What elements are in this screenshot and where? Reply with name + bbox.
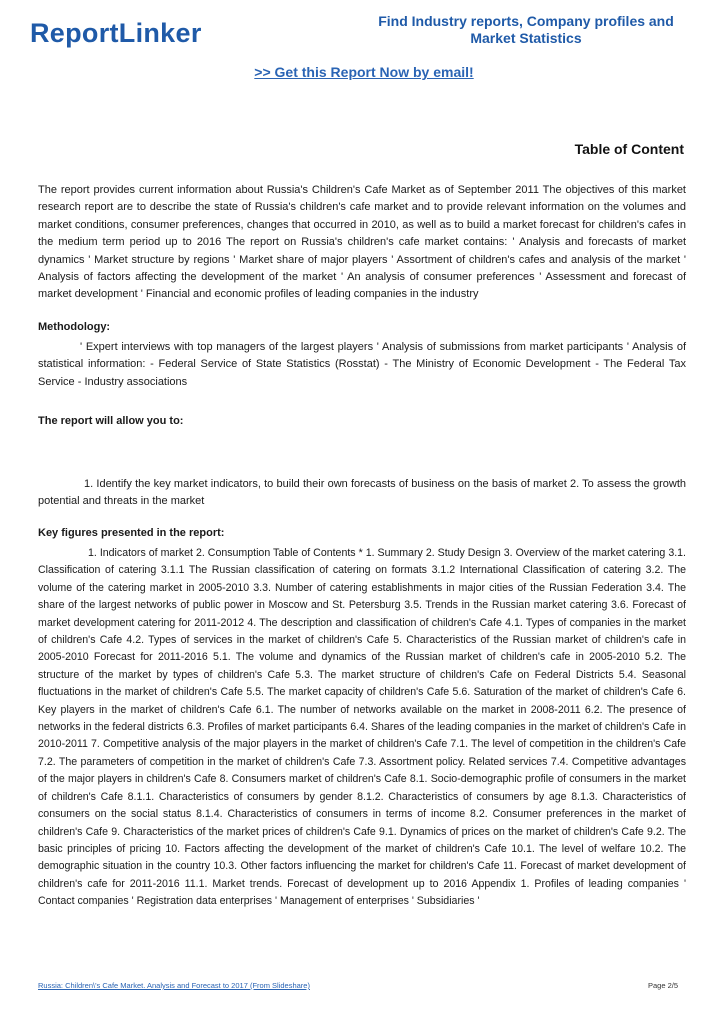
header-tagline: Find Industry reports, Company profiles and Market Statistics: [378, 13, 674, 46]
footer-source-link[interactable]: Russia: Children\'s Cafe Market. Analysis and Forecast to 2017 (From Slideshare): [38, 981, 310, 990]
page-number: Page 2/5: [647, 981, 678, 990]
methodology-text: ' Expert interviews with top managers of the largest players ' Analysis of submissions from market participants ' Analysis of statistical information: - Federal Service of State Statistics (Rosstat) - The Ministry of Economic Development - The Federal Tax Service - Industry associations: [38, 341, 686, 388]
intro-paragraph: The report provides current information about Russia's Children's Cafe Market as of September 2011 The objectives of this market research report are to describe the state of Russia's children's cafe market and to provide relevant information on the volumes and market conditions, consumer preferences, changes that occurred in 2010, as well as to build a market forecast for children's cafes in the medium term period up to 2016 The report on Russia's children's cafe market contains: ' Analysis and forecasts of market dynamics ' Market structure by regions ' Market share of major players ' Assortment of children's cafes and analysis of the market ' Analysis of factors affecting the development of the market ' An analysis of consumer preferences ' Assessment and forecast of market development ' Financial and economic profiles of leading companies in the industry: [38, 184, 686, 301]
methodology-heading: Methodology:: [38, 321, 111, 333]
key-figures-heading: Key figures presented in the report:: [38, 527, 225, 539]
allow-heading: The report will allow you to:: [38, 415, 184, 427]
get-report-link[interactable]: >> Get this Report Now by email!: [254, 64, 474, 80]
reportlinker-logo[interactable]: ReportLinker: [30, 18, 202, 48]
table-of-content-title: Table of Content: [574, 141, 684, 157]
allow-text: 1. Identify the key market indicators, to build their own forecasts of business on the basis of market 2. To assess the growth potential and threats in the market: [38, 478, 686, 508]
key-figures-text: 1. Indicators of market 2. Consumption Table of Contents * 1. Summary 2. Study Design 3. Overview of the market catering 3.1. Classification of catering 3.1.1 The Russian classification of catering on formats 3.1.2 International Classification of catering 3.2. The volume of the catering market in 2005-2010 3.3. Number of catering establishments in major cities of the Russian Federation 3.4. The share of the largest networks of public power in Moscow and St. Petersburg 3.5. Trends in the Russian market catering 3.6. Forecast of market development catering for 2011-2012 4. The description and classification of children's Cafe 4.1. Types of companies in the market of children's Cafe 4.2. Types of services in the market of children's Cafe 5. Characteristics of the Russian market of children's cafe in 2005-2010 Forecast for 2011-2016 5.1. The volume and dynamics of the Russian market of children's cafe in 2005-2010 5.2. The structure of the market by types of children's Cafe 5.3. The market structure of children's Cafe on Federal Districts 5.4. Seasonal fluctuations in the market of children's Cafe 5.5. The market capacity of children's Cafe 5.6. Saturation of the market of children's Cafe 6. Key players in the market of children's Cafe 6.1. The number of networks available on the market in 2008-2011 6.2. The presence of networks in the federal districts 6.3. Profiles of market participants 6.4. Shares of the leading companies in the market of children's Cafe in 2010-2011 7. Competitive analysis of the major players in the market of children's Cafe 7.1. The level of competition in the children's Cafe 7.2. The parameters of competition in the market of children's Cafe 7.3. Assortment policy. Related services 7.4. Competitive advantages of the major players in children's Cafe 8. Consumers market of children's Cafe 8.1. Socio-demographic profile of consumers in the market of children's Cafe 8.1.1. Characteristics of consumers by gender 8.1.2. Characteristics of consumers by age 8.1.3. Characteristics of consumers on the social status 8.1.4. Characteristics of consumers in terms of income 8.2. Consumer preferences in the market of children's Cafe 9. Characteristics of the market prices of children's Cafe 9.1. Dynamics of prices on the market of children's Cafe 9.2. The basic principles of pricing 10. Factors affecting the development of the market of children's Cafe 10.1. The level of welfare 10.2. The demographic situation in the country 10.3. Other factors influencing the market for children's Cafe 11. Forecast of market development of children's cafe for 2011-2016 11.1. Market trends. Forecast of development up to 2016 Appendix 1. Profiles of leading companies ' Contact companies ' Registration data enterprises ' Management of enterprises ' Subsidiaries ': [38, 547, 686, 908]
